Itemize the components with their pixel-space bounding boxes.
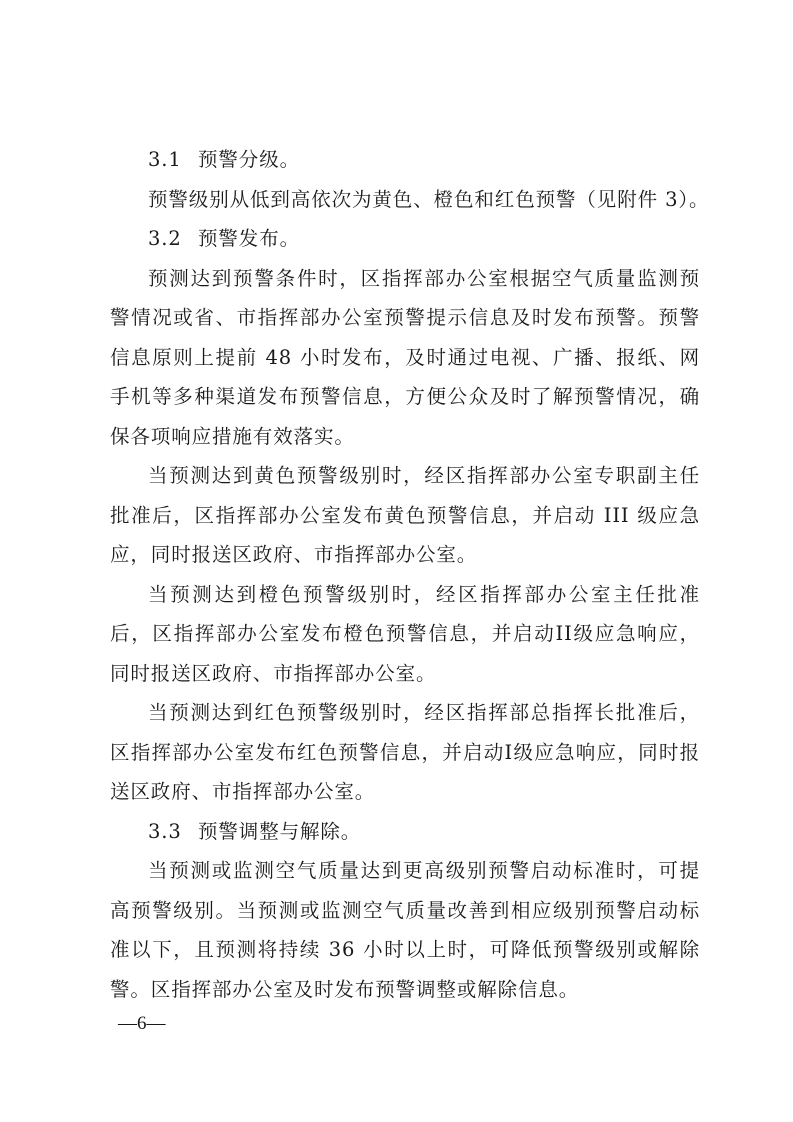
document-body [110,140,710,1009]
paragraph-line: 应，同时报送区政府、市指挥部办公室。 [110,543,478,566]
section-number: 3.3 [148,819,182,843]
section-title: 预警分级。 [198,148,301,171]
paragraph-line: 当预测达到红色预警级别时，经区指挥部总指挥长批准后， [148,701,700,724]
section-title: 预警调整与解除。 [198,819,362,843]
page-number: —6— [118,1013,166,1034]
section-number: 3.2 [148,227,182,250]
paragraph-line: 高预警级别。当预测或监测空气质量改善到相应级别预警启动标 [110,898,700,922]
section-heading-3-1 [110,140,700,180]
paragraph-line: 保各项响应措施有效落实。 [110,424,355,448]
section-title: 预警发布。 [198,227,301,250]
paragraph-line: 后，区指挥部办公室发布橙色预警信息，并启动II级应急响应， [110,622,700,645]
paragraph-line: 预警级别从低到高依次为黄色、橙色和红色预警（见附件 3）。 [148,187,710,211]
paragraph-line: 同时报送区政府、市指挥部办公室。 [110,661,437,685]
paragraph-line: 预测达到预警条件时，区指挥部办公室根据空气质量监测预 [148,266,700,290]
section-number: 3.1 [148,148,182,171]
paragraph-line: 当预测或监测空气质量达到更高级别预警启动标准时，可提 [148,859,700,882]
paragraph-line: 信息原则上提前 48 小时发布，及时通过电视、广播、报纸、网 [110,345,700,369]
paragraph-line: 准以下，且预测将持续 36 小时以上时，可降低预警级别或解除 [110,938,700,961]
paragraph-line: 送区政府、市指挥部办公室。 [110,780,376,803]
paragraph-line: 警。区指挥部办公室及时发布预警调整或解除信息。 [110,977,580,1001]
paragraph-line: 批准后，区指挥部办公室发布黄色预警信息，并启动 III 级应急 [110,503,700,527]
paragraph-line: 区指挥部办公室发布红色预警信息，并启动I级应急响应，同时报 [110,740,700,764]
paragraph-line: 当预测达到橙色预警级别时，经区指挥部办公室主任批准 [148,582,700,606]
section-heading-3-2 [110,219,700,259]
paragraph-line: 当预测达到黄色预警级别时，经区指挥部办公室专职副主任 [148,464,700,487]
paragraph-line: 警情况或省、市指挥部办公室预警提示信息及时发布预警。预警 [110,306,700,329]
paragraph-line: 手机等多种渠道发布预警信息，方便公众及时了解预警情况，确 [110,385,700,408]
section-heading-3-3 [110,812,700,852]
